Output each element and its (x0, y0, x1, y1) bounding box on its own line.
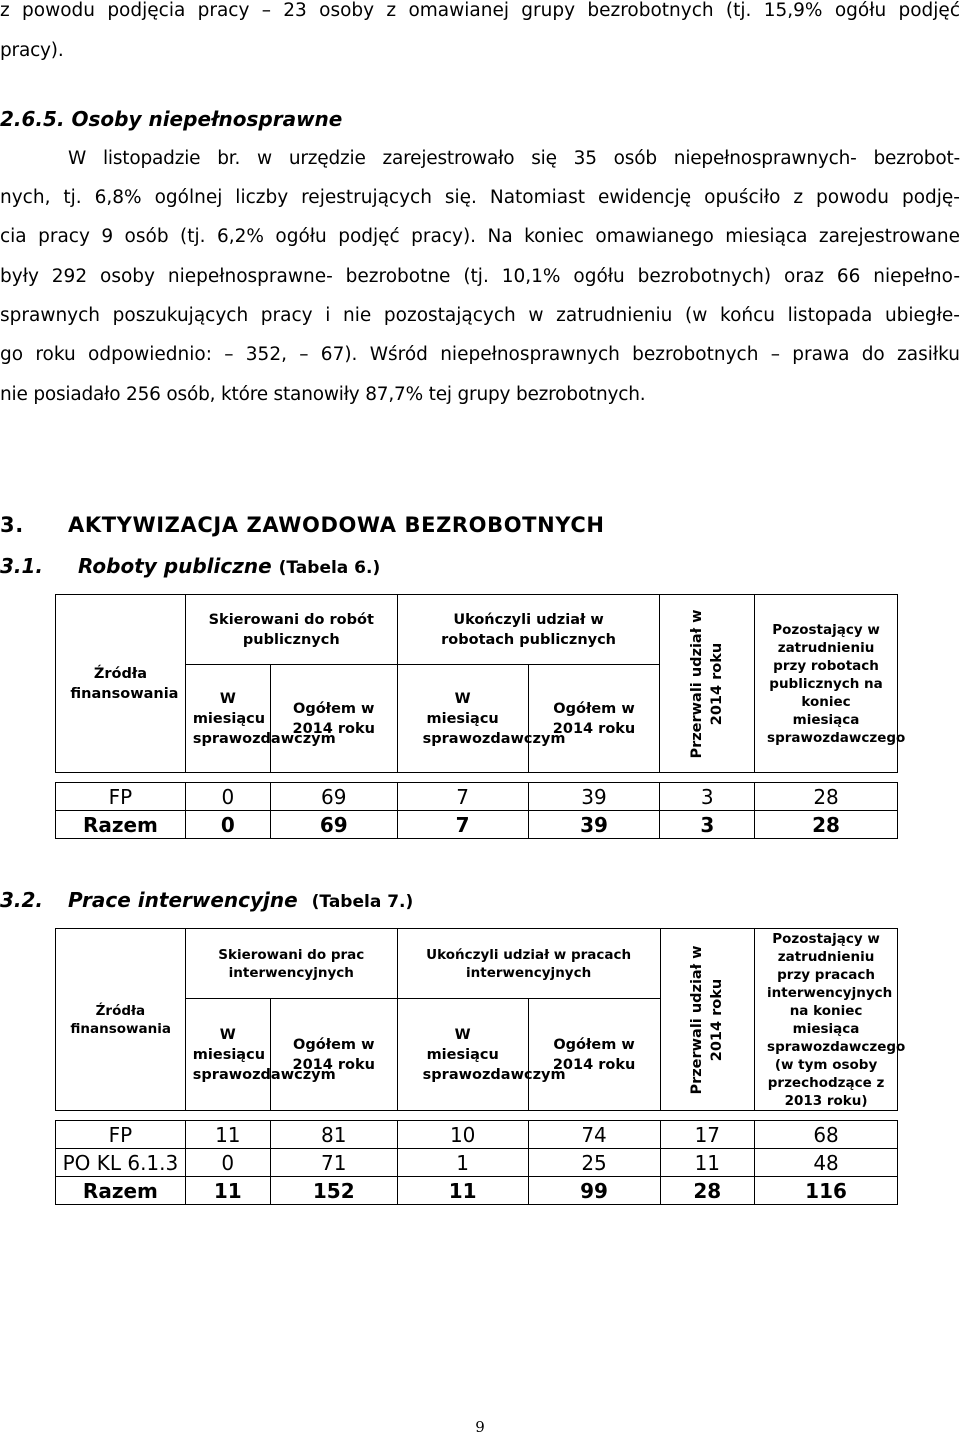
cell-source: FP (56, 1121, 186, 1149)
section-heading-2-6-5: 2.6.5. Osoby niepełnosprawne (0, 107, 343, 131)
cell: 7 (397, 783, 528, 811)
cell: 152 (270, 1177, 397, 1205)
paragraph-line: cia pracy 9 osób (tj. 6,2% ogółu podjęć pracy). Na koniec omawianego miesiąca zarejestrowane (0, 226, 960, 247)
cell: 68 (755, 1121, 898, 1149)
table-row (56, 1121, 898, 1149)
cell: 11 (185, 1177, 270, 1205)
paragraph-line: nie posiadało 256 osób, które stanowiły 87,7% tej grupy bezrobotnych. (0, 384, 646, 405)
spacer-row (56, 773, 898, 783)
table-7 (55, 928, 906, 1205)
cell: 28 (755, 783, 898, 811)
chapter-number: 3. (0, 513, 24, 537)
cell: 48 (755, 1149, 898, 1177)
header-completed: Ukończyli udział w robotach publicznych (397, 595, 660, 665)
header-total-a: Ogółem w 2014 roku (270, 999, 397, 1111)
section-number-3-2: 3.2. (0, 888, 44, 912)
header-month-a: W miesiącu sprawozdawczym (185, 999, 270, 1111)
section-number-3-1: 3.1. (0, 554, 44, 578)
header-month-b: W miesiącu sprawozdawczym (397, 999, 528, 1111)
header-total-b: Ogółem w 2014 roku (528, 665, 660, 773)
cell: 116 (755, 1177, 898, 1205)
table-row-total (56, 1177, 898, 1205)
header-referred: Skierowani do prac interwencyjnych (185, 929, 397, 999)
cell: 25 (528, 1149, 660, 1177)
paragraph-line: go roku odpowiednio: – 352, – 67). Wśród niepełnosprawnych bezrobotnych – prawa do zasiłku (0, 344, 960, 365)
header-remaining: Pozostający w zatrudnieniu przy robotach publicznych na koniec miesiąca sprawozdawczego (755, 595, 898, 773)
chapter-title: AKTYWIZACJA ZAWODOWA BEZROBOTNYCH (68, 513, 605, 537)
cell: 39 (528, 811, 660, 839)
cell: 28 (660, 1177, 755, 1205)
cell: 11 (660, 1149, 755, 1177)
cell: 69 (270, 783, 397, 811)
cell: 69 (270, 811, 397, 839)
section-title: Prace interwencyjne (68, 888, 298, 912)
spacer-row (56, 1111, 898, 1121)
cell: 71 (270, 1149, 397, 1177)
cell: 0 (185, 783, 270, 811)
cell: 1 (397, 1149, 528, 1177)
cell: 17 (660, 1121, 755, 1149)
cell: 99 (528, 1177, 660, 1205)
table-row (56, 1149, 898, 1177)
cell: 11 (185, 1121, 270, 1149)
cell-source: Razem (56, 1177, 186, 1205)
header-source: Źródła finansowania (56, 929, 186, 1111)
cell: 7 (397, 811, 528, 839)
paragraph-line: sprawnych poszukujących pracy i nie pozostających w zatrudnieniu (w końcu listopada ubiegłe- (0, 305, 960, 326)
cell: 39 (528, 783, 660, 811)
section-heading-3-2 (68, 888, 413, 912)
header-referred: Skierowani do robót publicznych (185, 595, 397, 665)
table-row (56, 783, 898, 811)
cell: 0 (185, 1149, 270, 1177)
cell: 11 (397, 1177, 528, 1205)
header-source: Źródła finansowania (56, 595, 186, 773)
cell: 10 (397, 1121, 528, 1149)
section-heading-3-1 (78, 554, 380, 578)
cell-source: Razem (56, 811, 186, 839)
paragraph-line: W listopadzie br. w urzędzie zarejestrowało się 35 osób niepełnosprawnych- bezrobot- (68, 148, 960, 169)
cell: 0 (185, 811, 270, 839)
header-interrupted: Przerwali udział w 2014 roku (660, 595, 755, 773)
paragraph-line: nych, tj. 6,8% ogólnej liczby rejestrujących się. Natomiast ewidencję opuściło z powodu podję- (0, 187, 960, 208)
paragraph-line: z powodu podjęcia pracy – 23 osoby z omawianej grupy bezrobotnych (tj. 15,9% ogółu podjęć (0, 0, 960, 21)
page-number: 9 (475, 1418, 485, 1436)
header-completed: Ukończyli udział w pracach interwencyjnych (397, 929, 660, 999)
cell: 81 (270, 1121, 397, 1149)
header-month-b: W miesiącu sprawozdawczym (397, 665, 528, 773)
header-total-a: Ogółem w 2014 roku (270, 665, 397, 773)
cell: 28 (755, 811, 898, 839)
table-reference: (Tabela 6.) (278, 558, 381, 578)
table-6 (55, 594, 906, 839)
cell: 74 (528, 1121, 660, 1149)
header-total-b: Ogółem w 2014 roku (528, 999, 660, 1111)
paragraph-line: pracy). (0, 40, 64, 61)
header-remaining: Pozostający w zatrudnieniu przy pracach interwencyjnych na koniec miesiąca sprawozdawczego (w tym osoby przechodzące z 2013 roku) (755, 929, 898, 1111)
paragraph-line: były 292 osoby niepełnosprawne- bezrobotne (tj. 10,1% ogółu bezrobotnych) oraz 66 niepełno- (0, 266, 960, 287)
cell-source: FP (56, 783, 186, 811)
section-title: Roboty publiczne (78, 554, 272, 578)
cell: 3 (660, 811, 755, 839)
header-month-a: W miesiącu sprawozdawczym (185, 665, 270, 773)
table-row-total (56, 811, 898, 839)
header-interrupted: Przerwali udział w 2014 roku (660, 929, 755, 1111)
cell: 3 (660, 783, 755, 811)
table-reference: (Tabela 7.) (311, 892, 414, 912)
cell-source: PO KL 6.1.3 (56, 1149, 186, 1177)
